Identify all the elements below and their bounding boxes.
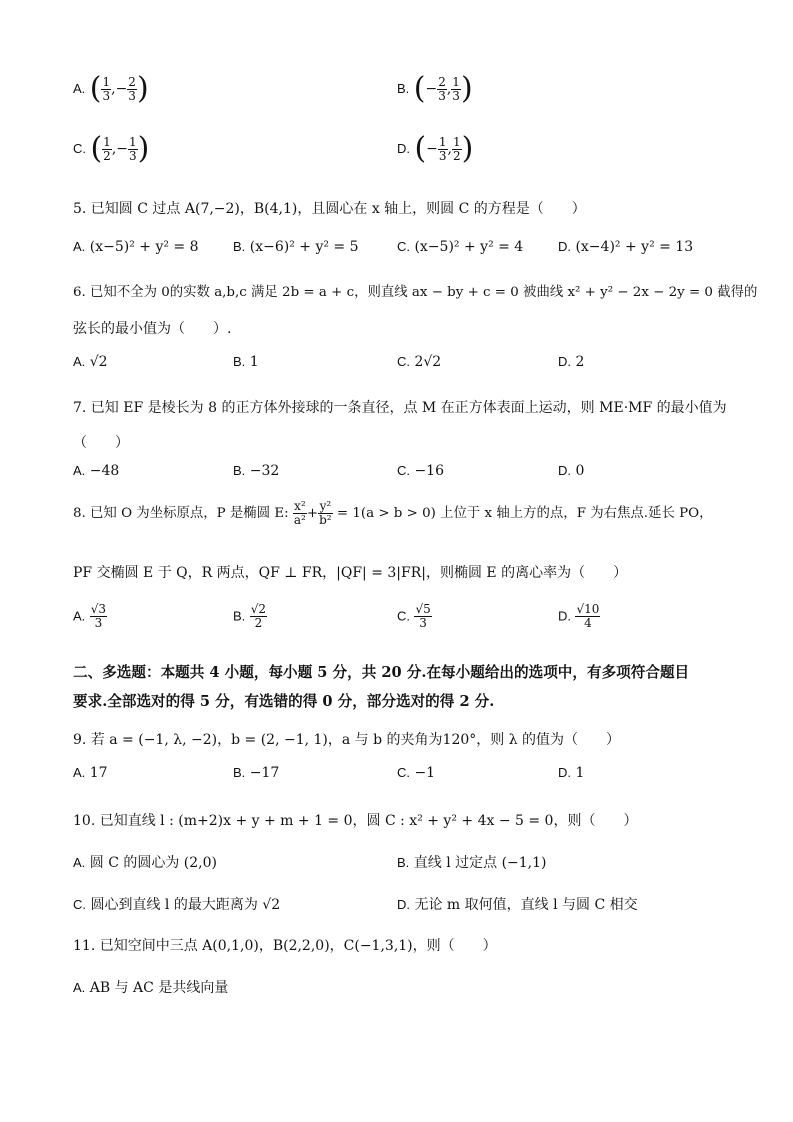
q5-option-b: B. (x−6)² + y² = 5 bbox=[233, 239, 359, 255]
fraction: $\frac{√3}{3}$ bbox=[90, 602, 107, 630]
fraction: $\frac{1}{3}$ bbox=[102, 74, 111, 103]
q6-option-c: C. 2√2 bbox=[397, 354, 442, 370]
q6-stem-line1: 6. 已知不全为 0的实数 a,b,c 满足 2b = a + c，则直线 ax − by + c = 0 被曲线 x² + y² − 2x − 2y = 0 截得的 bbox=[73, 285, 758, 300]
q8-option-a: A. $\frac{√3}{3}$ bbox=[73, 602, 107, 630]
section-heading-line2: 要求.全部选对的得 5 分，有选错的得 0 分，部分选对的得 2 分. bbox=[73, 693, 495, 710]
q5-option-c: C. (x−5)² + y² = 4 bbox=[397, 239, 524, 255]
q9-stem: 9. 若 a = (−1, λ, −2)，b = (2, −1, 1)，a 与 b 的夹角为120°，则 λ 的值为（ ） bbox=[73, 732, 621, 748]
fraction: $\frac{√10}{4}$ bbox=[576, 602, 600, 630]
q7-stem-line2: （ ） bbox=[73, 435, 129, 451]
q10-option-a: A. 圆 C 的圆心为 (2,0) bbox=[73, 855, 218, 871]
fraction: $\frac{1}{2}$ bbox=[453, 134, 461, 163]
q4-option-d: D. (− $\frac{1}{3}$ , $\frac{1}{2}$ ) bbox=[397, 131, 474, 166]
fraction-y-over-b: $\frac{\text{y²}}{\text{b²}}$ bbox=[319, 499, 332, 527]
q5-stem: 5. 已知圆 C 过点 A(7,−2)，B(4,1)，且圆心在 x 轴上，则圆 C 的方程是（ ） bbox=[73, 201, 586, 217]
q10-stem: 10. 已知直线 l : (m+2)x + y + m + 1 = 0，圆 C : x² + y² + 4x − 5 = 0，则（ ） bbox=[73, 813, 638, 829]
q5-option-a: A. (x−5)² + y² = 8 bbox=[73, 239, 199, 255]
q7-option-a: A. −48 bbox=[73, 463, 120, 479]
fraction: $\frac{2}{3}$ bbox=[438, 74, 446, 103]
fraction: $\frac{1}{3}$ bbox=[129, 134, 137, 163]
q7-option-b: B. −32 bbox=[233, 463, 280, 479]
q8-option-b: B. $\frac{√2}{2}$ bbox=[233, 602, 267, 630]
q9-option-d: D. 1 bbox=[558, 765, 585, 781]
q7-option-d: D. 0 bbox=[558, 463, 585, 479]
q9-option-a: A. 17 bbox=[73, 765, 108, 781]
fraction: $\frac{2}{3}$ bbox=[128, 74, 136, 103]
q8-stem-line2: PF 交椭圆 E 于 Q，R 两点，QF ⊥ FR，|QF| = 3|FR|，则椭圆 E 的离心率为（ ） bbox=[73, 565, 628, 581]
q6-stem-line2: 弦长的最小值为（ ）. bbox=[73, 321, 232, 337]
q4-option-a: A. ( $\frac{1}{3}$ ,− $\frac{2}{3}$ ) bbox=[73, 71, 149, 106]
q7-stem-line1: 7. 已知 EF 是棱长为 8 的正方体外接球的一条直径，点 M 在正方体表面上运动，则 ME·MF 的最小值为 bbox=[73, 400, 727, 416]
q8-stem-line1: 8. 已知 O 为坐标原点，P 是椭圆 E: $\frac{\text{x²}}{\text{a²}}$ + $\frac{\text{y²}}{\text{b²}}$ = 1(a > b > 0) 上位于 x 轴上方的点，F 为右焦点.延长 PO， bbox=[73, 499, 713, 527]
fraction: $\frac{1}{2}$ bbox=[103, 134, 111, 163]
q4-option-b: B. (− $\frac{2}{3}$ , $\frac{1}{3}$ ) bbox=[397, 71, 473, 106]
q6-option-a: A. √2 bbox=[73, 354, 108, 370]
fraction: $\frac{1}{3}$ bbox=[438, 134, 447, 163]
section-heading-line1: 二、多选题：本题共 4 小题，每小题 5 分，共 20 分.在每小题给出的选项中，有多项符合题目 bbox=[73, 664, 690, 681]
q8-option-d: D. $\frac{√10}{4}$ bbox=[558, 602, 600, 630]
q5-option-d: D. (x−4)² + y² = 13 bbox=[558, 239, 694, 255]
q10-option-d: D. 无论 m 取何值，直线 l 与圆 C 相交 bbox=[397, 897, 638, 913]
q10-option-b: B. 直线 l 过定点 (−1,1) bbox=[397, 855, 547, 871]
q11-stem: 11. 已知空间中三点 A(0,1,0)，B(2,2,0)，C(−1,3,1)，则（ ） bbox=[73, 938, 497, 954]
q7-option-c: C. −16 bbox=[397, 463, 444, 479]
q9-option-b: B. −17 bbox=[233, 765, 280, 781]
fraction: $\frac{√2}{2}$ bbox=[250, 602, 267, 630]
fraction: $\frac{1}{3}$ bbox=[452, 74, 460, 103]
fraction-x-over-a: $\frac{\text{x²}}{\text{a²}}$ bbox=[293, 499, 306, 527]
q10-option-c: C. 圆心到直线 l 的最大距离为 √2 bbox=[73, 897, 281, 913]
q11-option-a: A. AB 与 AC 是共线向量 bbox=[73, 980, 229, 996]
q4-option-c: C. ( $\frac{1}{2}$ ,− $\frac{1}{3}$ ) bbox=[73, 131, 150, 166]
q6-option-d: D. 2 bbox=[558, 354, 585, 370]
fraction: $\frac{√5}{3}$ bbox=[415, 602, 431, 630]
q8-option-c: C. $\frac{√5}{3}$ bbox=[397, 602, 431, 630]
q6-option-b: B. 1 bbox=[233, 354, 259, 370]
q9-option-c: C. −1 bbox=[397, 765, 436, 781]
